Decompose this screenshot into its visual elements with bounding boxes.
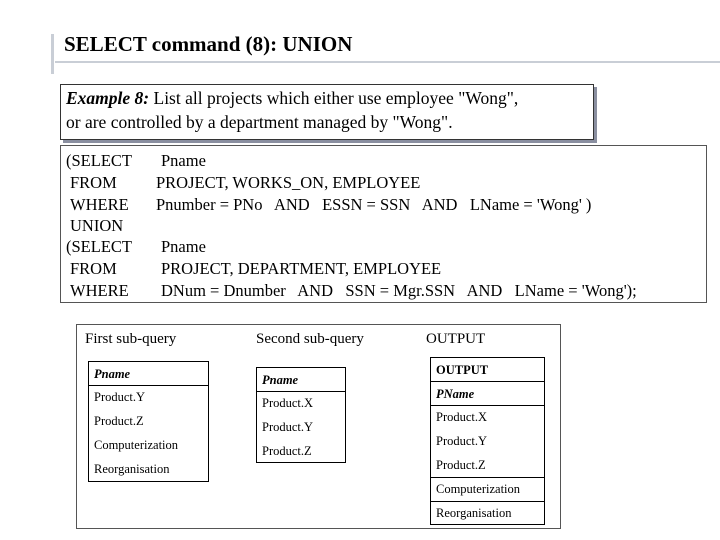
sql-expression: Pname — [161, 237, 206, 256]
output-heading: OUTPUT — [426, 331, 486, 347]
sql-keyword: (SELECT — [66, 151, 132, 170]
second-subquery-table — [256, 367, 346, 463]
sql-expression: Pnumber = PNo AND ESSN = SSN AND LName = 'Wong' ) — [156, 195, 592, 214]
table-row: Product.X — [436, 410, 488, 424]
example-line-1 — [66, 88, 518, 109]
example-text-2: or are controlled by a department managed by "Wong". — [66, 112, 453, 132]
example-text-1: List all projects which either use employee "Wong", — [149, 88, 519, 108]
table-header: PName — [436, 387, 475, 401]
title-accent-bar — [51, 34, 54, 74]
sql-keyword: WHERE — [70, 195, 129, 214]
title-underline — [55, 61, 720, 63]
sql-expression: DNum = Dnumber AND SSN = Mgr.SSN AND LName = 'Wong'); — [161, 281, 637, 300]
table-row: Reorganisation — [436, 506, 512, 520]
sql-keyword: FROM — [70, 259, 117, 278]
row-rule — [431, 501, 544, 502]
sql-keyword: WHERE — [70, 281, 129, 300]
header-rule — [257, 391, 345, 392]
table-row: Product.Z — [94, 414, 144, 428]
table-row: Product.X — [262, 396, 314, 410]
table-row: Product.Z — [262, 444, 312, 458]
table-row: Product.Y — [262, 420, 314, 434]
table-header: Pname — [262, 373, 299, 387]
caption-rule — [431, 381, 544, 382]
sql-expression: PROJECT, DEPARTMENT, EMPLOYEE — [161, 259, 442, 278]
sql-expression: Pname — [161, 151, 206, 170]
table-row: Reorganisation — [94, 462, 170, 476]
table-caption: OUTPUT — [436, 363, 489, 377]
row-rule — [431, 477, 544, 478]
output-table — [430, 357, 545, 525]
sql-expression: PROJECT, WORKS_ON, EMPLOYEE — [156, 173, 421, 192]
example-box — [60, 84, 594, 140]
sql-query-box — [60, 145, 707, 303]
table-header: Pname — [94, 367, 131, 381]
table-row: Product.Z — [436, 458, 486, 472]
first-subquery-table — [88, 361, 209, 482]
example-label: Example 8: — [66, 88, 150, 108]
table-row: Product.Y — [94, 390, 146, 404]
table-row: Computerization — [436, 482, 521, 496]
header-rule — [89, 385, 208, 386]
table-row: Product.Y — [436, 434, 488, 448]
table-row: Computerization — [94, 438, 179, 452]
first-subquery-heading: First sub-query — [85, 331, 177, 347]
results-panel — [76, 324, 561, 529]
sql-keyword: UNION — [70, 216, 124, 235]
slide-title: SELECT command (8): UNION — [64, 32, 353, 56]
header-rule — [431, 405, 544, 406]
sql-keyword: FROM — [70, 173, 117, 192]
sql-keyword: (SELECT — [66, 237, 132, 256]
second-subquery-heading: Second sub-query — [256, 331, 364, 347]
